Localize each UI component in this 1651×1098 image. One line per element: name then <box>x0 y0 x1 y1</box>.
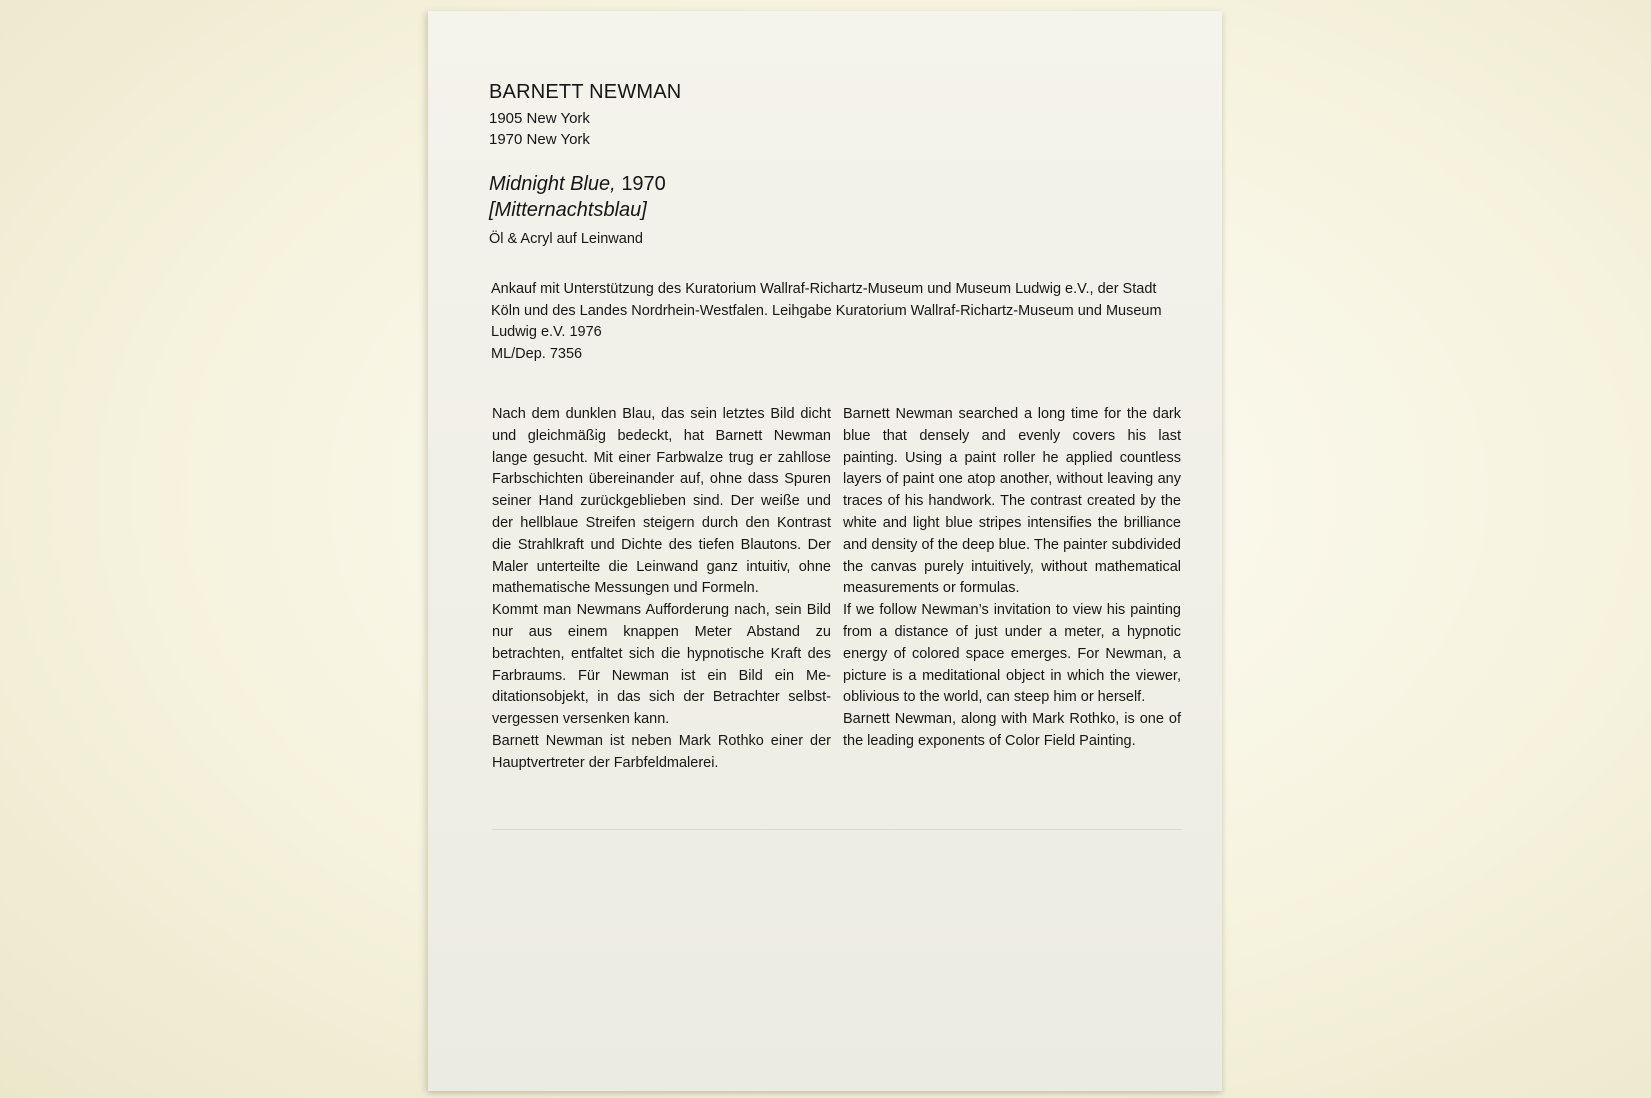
artwork-title: Midnight Blue, <box>489 173 616 195</box>
museum-label-card <box>428 11 1222 1091</box>
description-english <box>843 404 1181 753</box>
artwork-year: 1970 <box>621 173 666 195</box>
paragraph-en-1: Barnett Newman searched a long time for the dark blue that densely and evenly covers his last painting. Using a paint roller he applied countless layers of paint one atop another, without leaving any traces of his handwork. The contrast created by the white and light blue stripes intensifies the brilliance and density of the deep blue. The painter subdivided the canvas purely intuitively, without mathematical measurements or formulas. <box>843 406 1181 597</box>
artwork-title-line <box>489 173 666 196</box>
credit-line: Ankauf mit Unterstützung des Kuratorium Wallraf-Richartz-Museum und Museum Ludwig e.V., der Stadt Köln und des Landes Nordrhein-Westfalen. Leihgabe Kuratorium Wallraf-Richartz-Museum und Museum Ludwig e.V. 1976 <box>491 281 1162 340</box>
artist-death: 1970 New York <box>489 131 590 148</box>
paragraph-de-3: Barnett Newman ist neben Mark Rothko einer der Hauptvertreter der Farbfeldmalerei. <box>492 732 831 771</box>
paragraph-de-2: Kommt man Newmans Aufforderung nach, sein Bild nur aus einem knappen Meter Abstand zu betrachten, entfaltet sich die hypnotische Kraft des Farbraums. Für Newman ist ein Bild ein Meditationsobjekt, in das sich der Betrachter selbstvergessen versenken kann. <box>492 602 831 728</box>
artwork-title-german: [Mitternachtsblau] <box>489 199 647 221</box>
paragraph-en-2: If we follow Newman’s invitation to view his painting from a distance of just under a meter, a hypnotic energy of colored space emerges. For Newman, a picture is a meditational object in which the viewer, oblivious to the world, can steep him or herself. <box>843 602 1181 706</box>
artwork-medium: Öl & Acryl auf Leinwand <box>489 231 643 247</box>
artist-name: BARNETT NEWMAN <box>489 81 682 103</box>
credit-line-block <box>491 279 1183 365</box>
paragraph-de-1: Nach dem dunklen Blau, das sein letztes Bild dicht und gleichmäßig bedeckt, hat Barnett Newman lange gesucht. Mit einer Farbwalze trug er zahllose Farbschichten übereinander auf, ohne dass Spuren seiner Hand zurückgeblieben sind. Der weiße und der hellblaue Streifen steigern durch den Kontrast die Strahlkraft und Dichte des tiefen Blautons. Der Maler unterteilte die Leinwand ganz intuitiv, ohne mathematische Messungen und Formeln. <box>492 406 831 597</box>
inventory-number: ML/Dep. 7356 <box>491 345 583 362</box>
description-german <box>492 404 831 775</box>
paragraph-en-3: Barnett Newman, along with Mark Rothko, is one of the leading exponents of Color Field Painting. <box>843 711 1181 749</box>
divider-line <box>492 829 1182 830</box>
artist-birth: 1905 New York <box>489 110 590 127</box>
